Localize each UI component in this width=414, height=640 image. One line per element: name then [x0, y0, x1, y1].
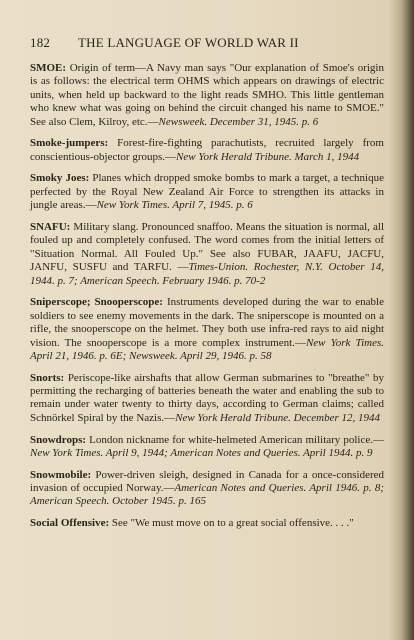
- entry-headword: Snowdrops:: [30, 433, 87, 446]
- entry-headword: Snowmobile:: [30, 468, 92, 481]
- entry-source: New York Times. April 21, 1946. p. 6E; Newsweek. April 29, 1946. p. 58: [30, 336, 384, 362]
- entry-headword: Smoke-jumpers:: [30, 137, 109, 150]
- entry-smoe: [30, 62, 384, 129]
- entry-definition: Origin of term—A Navy man says "Our explanation of Smoe's origin is as follows: the electrical term OHMS which appears on drawings of electric units, when held up backward to the light reads SMHO. This little gentleman who knew what was going on behind the circuit changed his name to SMOE." See also Clem, Kilroy, etc.—: [30, 62, 384, 128]
- entry-definition: Forest-fire-fighting parachutists, recruited largely from conscientious-objector groups.—: [30, 137, 384, 163]
- entry-source: New York Herald Tribune. December 12, 1944: [175, 411, 381, 424]
- entry-headword: Sniperscope; Snooperscope:: [30, 296, 163, 309]
- entry-snafu: [30, 221, 384, 288]
- entry-definition: London nickname for white-helmeted American military police.—: [86, 433, 384, 446]
- entry-snowdrops: [30, 434, 384, 461]
- entry-source: Newsweek. December 31, 1945. p. 6: [158, 115, 319, 128]
- entry-snowmobile: [30, 469, 384, 509]
- entry-headword: Social Offensive:: [30, 517, 110, 530]
- entry-headword: SMOE:: [30, 62, 67, 74]
- entry-source: New York Times. April 7, 1945. p. 6: [96, 199, 253, 212]
- entry-definition: Instruments developed during the war to enable soldiers to see enemy movements in the dark. The sniperscope is mounted on a rifle, the snooperscope on the helmet. They both use infra-red rays to aid night vision. The snooperscope is a more complex instrument.—: [30, 296, 384, 349]
- entry-headword: Smoky Joes:: [30, 172, 90, 185]
- entry-source: New York Times. April 9, 1944; American Notes and Queries. April 1944. p. 9: [30, 446, 373, 459]
- entry-headword: SNAFU:: [30, 220, 71, 233]
- entry-source: Times-Union. Rochester, N.Y. October 14, 1944. p. 7; American Speech. February 1946. p. 70-2: [30, 261, 384, 287]
- entry-definition: Planes which dropped smoke bombs to mark a target, a technique perfected by the Royal New Zealand Air Force to strengthen its attacks in jungle areas.—: [30, 172, 384, 212]
- entry-source: American Notes and Queries. April 1946. p. 8; American Speech. October 1945. p. 165: [30, 482, 384, 508]
- entry-definition: See "We must move on to a great social offensive. . . .": [109, 517, 354, 530]
- entry-social-offensive: [30, 517, 384, 530]
- entry-snorts: [30, 372, 384, 426]
- entry-definition: Military slang. Pronounced snaffoo. Means the situation is normal, all fouled up and completely confused. The word comes from the initial letters of "Situation Normal. All Fouled Up." See also FUBAR, JAAFU, JACFU, JANFU, SUSFU and TARFU. —: [30, 220, 384, 274]
- entry-definition: Power-driven sleigh, designed in Canada for a once-considered invasion of occupied Norway.—: [30, 468, 384, 495]
- entry-sniperscope: [30, 296, 384, 363]
- page-number: 182: [30, 35, 51, 50]
- entry-source: New York Herald Tribune. March 1, 1944: [176, 150, 360, 163]
- entry-definition: Periscope-like airshafts that allow German submarines to "breathe" by permitting the recharging of batteries beneath the water and enabling the sub to remain under water twenty to thirty days, according to German claims; called Schnörkel Spiral by the Nazis.—: [30, 371, 384, 424]
- entry-smoke-jumpers: [30, 137, 384, 164]
- entry-smoky-joes: [30, 172, 384, 212]
- entry-headword: Snorts:: [30, 371, 65, 384]
- glossary-entries: [30, 62, 384, 539]
- running-title: THE LANGUAGE OF WORLD WAR II: [78, 35, 299, 50]
